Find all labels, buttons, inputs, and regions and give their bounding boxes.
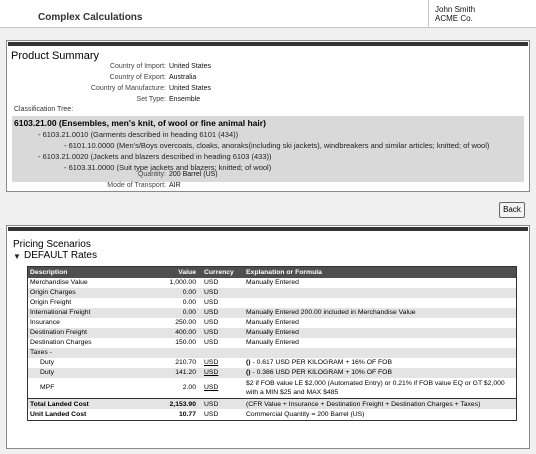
back-button[interactable]: Back bbox=[499, 202, 525, 218]
table-row: International Freight 0.00 USD Manually Entered 200.00 included in Merchandise Value bbox=[28, 308, 516, 318]
table-row: Merchandise Value 1,000.00 USD Manually Entered bbox=[30, 279, 299, 286]
product-summary-title: Product Summary bbox=[11, 50, 100, 62]
table-row: Insurance 250.00 USD Manually Entered bbox=[30, 319, 299, 326]
table-row: Duty 210.70 USD () - 0.617 USD PER KILOGRAM + 16% OF FOB bbox=[40, 359, 392, 366]
col-explanation: Explanation or Formula bbox=[246, 269, 322, 276]
user-info bbox=[428, 0, 475, 28]
field-country-of-export: Country of Export: Australia bbox=[109, 74, 197, 81]
table-row: Destination Charges 150.00 USD Manually Entered bbox=[30, 339, 299, 346]
tree-node: - 6103.31.0000 (Suit type jackets and blazers; knitted; of wool) bbox=[64, 163, 272, 172]
tree-node: - 6103.21.0010 (Garments described in heading 6101 (434)) bbox=[38, 130, 239, 139]
table-header-row bbox=[28, 267, 516, 278]
pricing-scenarios-panel bbox=[6, 225, 530, 449]
currency-link[interactable]: USD bbox=[204, 369, 219, 376]
table-row: Destination Freight 400.00 USD Manually Entered bbox=[28, 328, 516, 338]
currency-link[interactable]: USD bbox=[204, 359, 219, 366]
top-bar bbox=[0, 0, 536, 28]
table-row: Origin Charges 0.00 USD bbox=[28, 288, 516, 298]
field-quantity: Quantity: 200 Barrel (US) bbox=[137, 171, 218, 178]
tree-node: - 6101.10.0000 (Men's/Boys overcoats, cloaks, anoraks(including ski jackets), windbreakers and similar articles; knitted; of wool) bbox=[64, 141, 490, 150]
field-country-of-manufacture: Country of Manufacture: United States bbox=[90, 85, 212, 92]
col-description: Description bbox=[30, 269, 68, 276]
user-name: John Smith bbox=[435, 5, 476, 14]
product-summary-panel bbox=[6, 40, 530, 192]
table-row: Origin Freight 0.00 USD bbox=[30, 299, 219, 306]
currency-link[interactable]: USD bbox=[204, 384, 219, 391]
classification-tree-label: Classification Tree: bbox=[14, 106, 74, 113]
table-row-taxes: Taxes - bbox=[28, 348, 516, 358]
table-row: Duty 141.20 USD () - 0.386 USD PER KILOGRAM + 10% OF FOB bbox=[28, 368, 516, 378]
field-mode-of-transport: Mode of Transport: AIR bbox=[107, 182, 181, 189]
table-row: MPF 2.00 USD $2 if FOB value LE $2,000 (Automated Entry) or 0.21% if FOB value EQ or GT $2,000 with a MIN $25 and MAX $485 bbox=[40, 380, 505, 396]
field-country-of-import: Country of Import: United States bbox=[109, 63, 212, 70]
panel-header bbox=[8, 227, 528, 231]
pricing-scenarios-title: Pricing Scenarios bbox=[13, 239, 91, 250]
field-set-type: Set Type: Ensemble bbox=[136, 96, 201, 103]
scenario-label[interactable]: DEFAULT Rates bbox=[24, 250, 97, 261]
tree-node: - 6103.21.0020 (Jackets and blazers described in heading 6103 (433)) bbox=[38, 152, 272, 161]
tree-root: 6103.21.00 (Ensembles, men's knit, of wool or fine animal hair) bbox=[14, 118, 266, 128]
panel-header bbox=[8, 42, 528, 62]
company-name: ACME Co. bbox=[435, 14, 473, 23]
col-currency: Currency bbox=[204, 269, 234, 276]
col-value: Value bbox=[178, 269, 196, 276]
app-title: Complex Calculations bbox=[38, 12, 143, 23]
pricing-table bbox=[27, 266, 517, 421]
unit-landed-cost-row: Unit Landed Cost 10.77 USD Commercial Quantity = 200 Barrel (US) bbox=[30, 411, 365, 418]
total-landed-cost-row: Total Landed Cost 2,153.90 USD (CFR Value + Insurance + Destination Freight + Destination Charges + Taxes) bbox=[28, 398, 516, 409]
collapse-triangle-icon[interactable]: ▼ bbox=[13, 252, 21, 261]
